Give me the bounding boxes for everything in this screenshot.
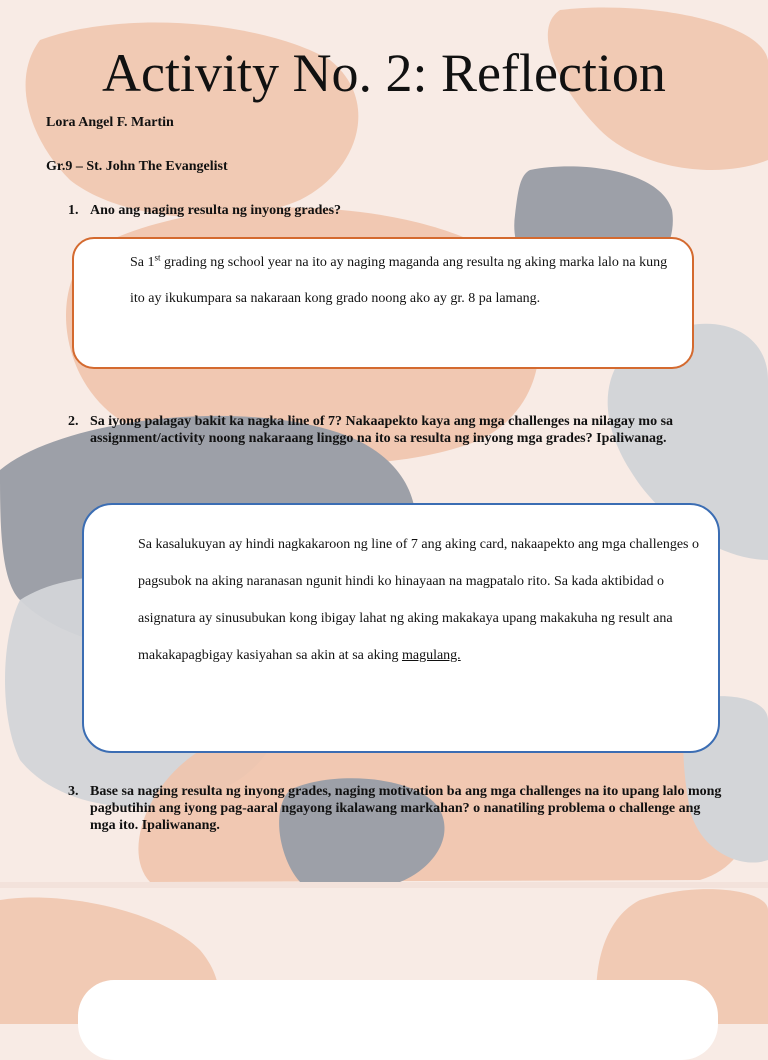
- underlined-word: magulang.: [401, 648, 461, 663]
- student-section: Gr.9 – St. John The Evangelist: [46, 159, 228, 174]
- page-title: Activity No. 2: Reflection: [102, 43, 666, 103]
- question-1: [68, 202, 728, 219]
- answer-box-1: [72, 237, 694, 369]
- question-text: Sa iyong palagay bakit ka nagka line of 7? Nakaapekto kaya ang mga challenges na nilagay mo sa assignment/activity noong nakaraang linggo na ito sa resulta ng inyong mga grades? Ipaliwanag.: [90, 414, 674, 446]
- answer-1-text: Sa 1st grading ng school year na ito ay naging maganda ang resulta ng aking marka lalo na kung ito ay ikukumpara sa nakaraan kong grado noong ako ay gr. 8 pa lamang.: [130, 252, 668, 306]
- question-text: Ano ang naging resulta ng inyong grades?: [90, 203, 342, 218]
- question-number: 3.: [68, 784, 79, 799]
- question-number: 2.: [68, 414, 79, 429]
- student-name: Lora Angel F. Martin: [46, 115, 174, 130]
- question-3: [68, 783, 728, 834]
- answer-box-2: [82, 503, 720, 753]
- question-2: [68, 413, 728, 447]
- answer-2-text: Sa kasalukuyan ay hindi nagkakaroon ng line of 7 ang aking card, nakaapekto ang mga challenges o pagsubok na aking naranasan ngunit hindi ko hinayaan na magpatalo rito. Sa kada aktibidad o asignatura ay sinusubukan kong ibigay lahat ng aking makakaya upang makakuha ng result ana makakapagbigay kasiyahan sa akin at sa aking magulang.: [138, 537, 699, 663]
- question-text: Base sa naging resulta ng inyong grades, naging motivation ba ang mga challenges na ito upang lalo mong pagbutihin ang iyong pag-aaral ngayong ikalawang markahan? o nanatiling problema o challenge ang mga ito. Ipaliwanang.: [90, 784, 722, 833]
- answer-box-3: [78, 980, 718, 1060]
- ordinal-superscript: st: [154, 252, 161, 263]
- question-number: 1.: [68, 203, 79, 218]
